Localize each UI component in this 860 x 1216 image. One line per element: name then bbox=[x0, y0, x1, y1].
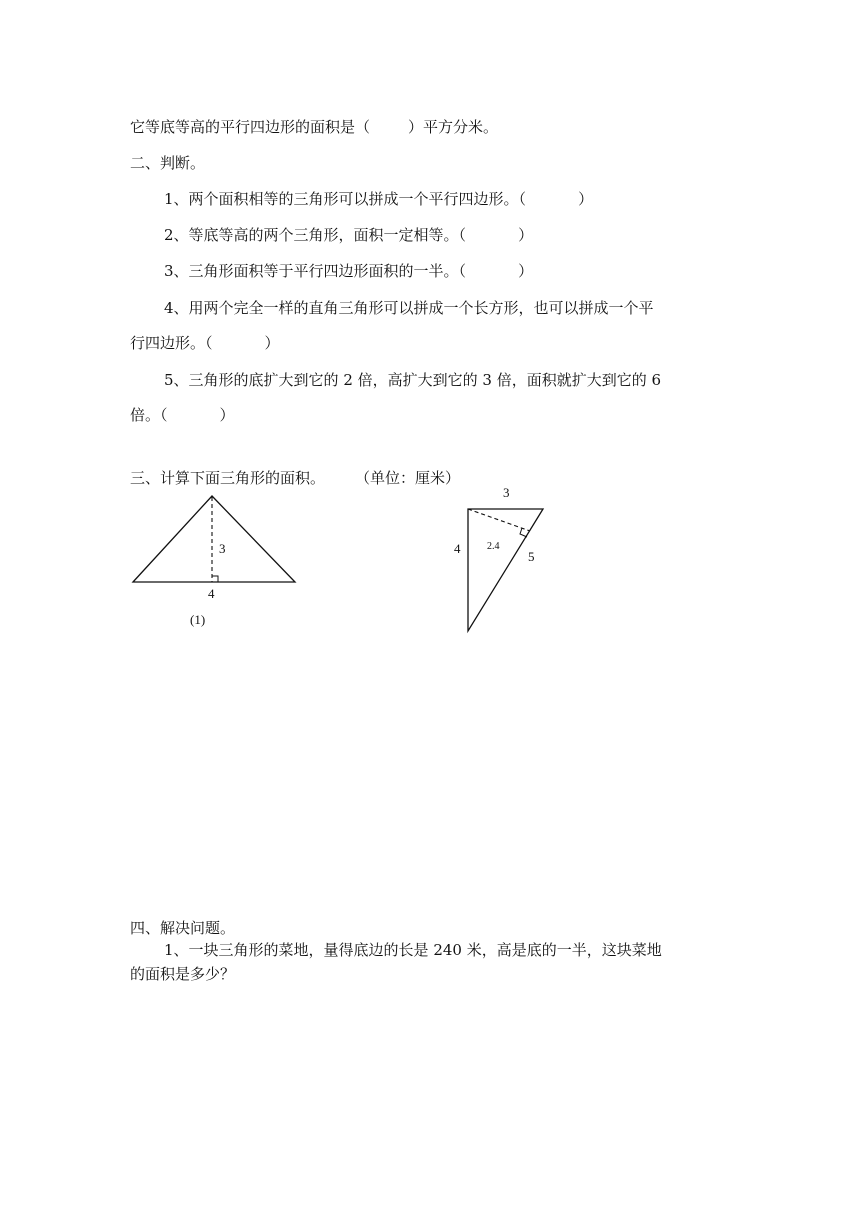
section-heading-judgement: 二、判断。 bbox=[130, 154, 206, 172]
triangle-2-height-line bbox=[468, 509, 530, 531]
unit-note: （单位：厘米） bbox=[355, 469, 461, 487]
item-close: ） bbox=[219, 406, 235, 424]
problem-1-line-1: 1、一块三角形的菜地，量得底边的长是 240 米，高是底的一半，这块菜地 bbox=[164, 941, 662, 959]
item-close: ） bbox=[518, 226, 534, 244]
item-close: ） bbox=[578, 190, 594, 208]
triangle-2-outline bbox=[468, 509, 543, 631]
right-angle-mark-1 bbox=[212, 576, 218, 582]
triangle-2-right-label: 5 bbox=[528, 549, 535, 564]
item-number: 1、 bbox=[164, 190, 189, 208]
item-close: ） bbox=[518, 262, 534, 280]
problem-1-line-2: 的面积是多少？ bbox=[130, 965, 236, 983]
item-text: 三角形面积等于平行四边形面积的一半。（ bbox=[188, 262, 467, 280]
section3-title: 三、计算下面三角形的面积。 bbox=[130, 469, 326, 487]
triangle-figure-2 bbox=[454, 485, 543, 631]
triangle-1-height-label: 3 bbox=[219, 541, 226, 556]
item-cont-text: 倍。（ bbox=[130, 406, 168, 424]
figure-1-caption: (1) bbox=[190, 612, 206, 627]
section-heading-problems: 四、解决问题。 bbox=[130, 919, 236, 937]
item-number: 3、 bbox=[164, 262, 189, 280]
carry-text-post: ）平方分米。 bbox=[408, 118, 499, 136]
item-number: 2、 bbox=[164, 226, 189, 244]
carry-text-pre: 它等底等高的平行四边形的面积是（ bbox=[130, 118, 371, 136]
triangle-1-outline bbox=[133, 496, 295, 582]
item-number: 5、 bbox=[164, 371, 189, 389]
item-cont-text: 行四边形。（ bbox=[130, 334, 213, 352]
item-text: 两个面积相等的三角形可以拼成一个平行四边形。（ bbox=[188, 190, 527, 208]
triangle-figure-1 bbox=[133, 496, 295, 627]
item-number: 4、 bbox=[164, 299, 189, 317]
triangle-2-top-label: 3 bbox=[503, 485, 510, 500]
item-text: 三角形的底扩大到它的 2 倍，高扩大到它的 3 倍，面积就扩大到它的 6 bbox=[188, 371, 662, 389]
item-text: 用两个完全一样的直角三角形可以拼成一个长方形，也可以拼成一个平 bbox=[188, 299, 654, 317]
triangle-1-base-label: 4 bbox=[208, 586, 215, 601]
triangle-2-left-label: 4 bbox=[454, 541, 461, 556]
triangle-2-height-label: 2.4 bbox=[487, 541, 500, 552]
item-close: ） bbox=[264, 334, 280, 352]
item-text: 等底等高的两个三角形，面积一定相等。（ bbox=[188, 226, 467, 244]
